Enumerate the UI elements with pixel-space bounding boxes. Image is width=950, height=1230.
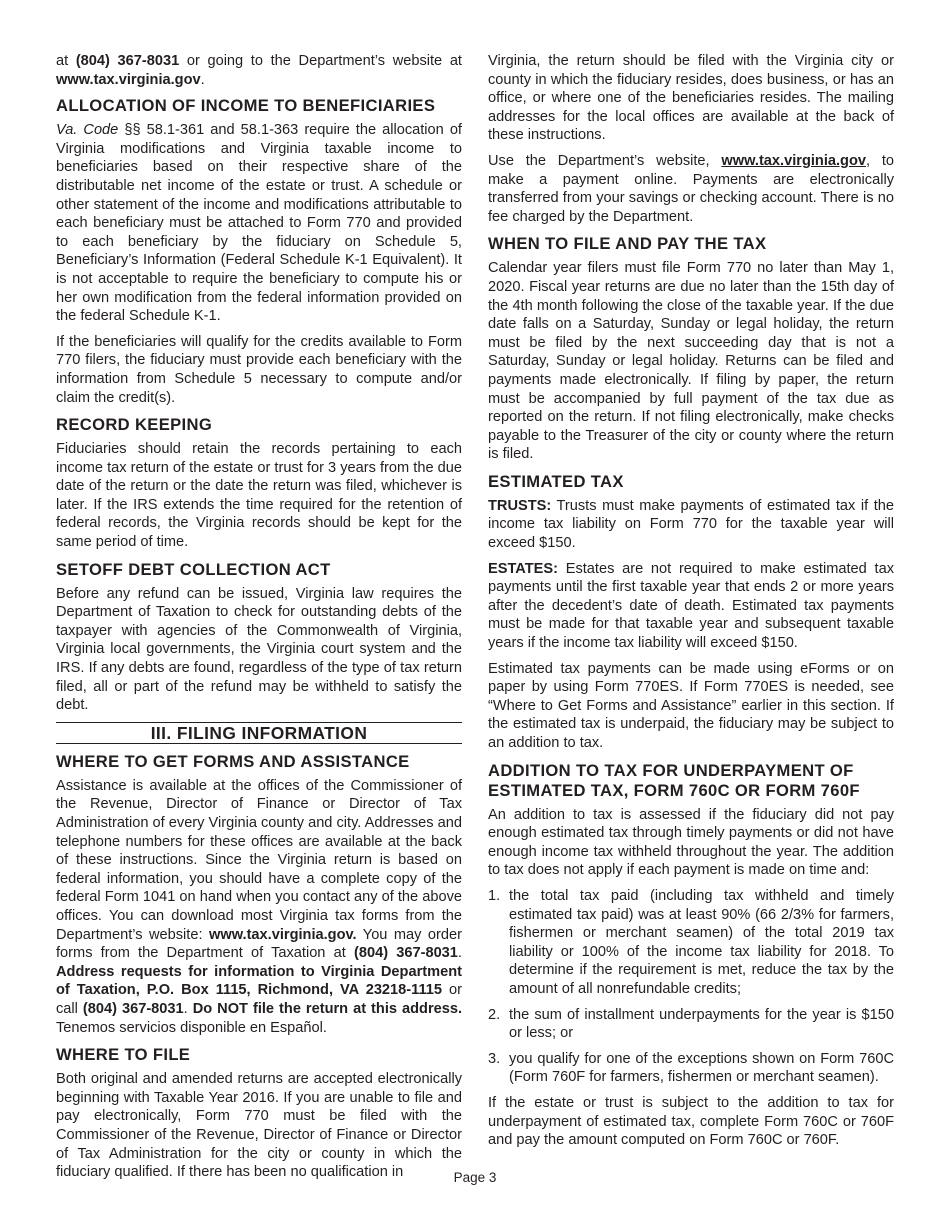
- right-column: [488, 52, 894, 1157]
- addition-to-tax-paragraph: An addition to tax is assessed if the fiduciary did not pay enough estimated tax through timely payments or did not have enough income tax withheld throughout the year. The addition to tax does not apply if each payment is made on time and:: [488, 806, 894, 879]
- mailing-address: Address requests for information to Virginia Department of Taxation, P.O. Box 1115, Richmond, VA 23218-1115: [56, 963, 462, 999]
- where-to-file-paragraph: Both original and amended returns are accepted electronically beginning with Taxable Year 2016. If you are unable to file and pay electronically, Form 770 must be filed with the Commissioner of the Revenue, Director of Finance or Director of Tax Administration for the city or county in which the fiduciary qualified. If there has been no qualification in: [56, 1071, 462, 1181]
- payment-online-paragraph: Use the Department’s website, www.tax.virginia.gov, to make a payment online. Payments are electronically transferred from your savings or checking account. There is no fee charged by the Department.: [488, 152, 894, 225]
- where-to-file-continued: Virginia, the return should be filed with the Virginia city or county in which the fiduciary resides, does business, or has an office, or where one of the beneficiaries resides. The mailing addresses for the local offices are available at the back of these instructions.: [488, 53, 894, 144]
- estates-paragraph: ESTATES: Estates are not required to make estimated tax payments until the first taxable year that ends 2 or more years after the decedent’s date of death. Estimated tax payments must be made for that taxable year and subsequent taxable years if the income tax liability will exceed $150.: [488, 560, 894, 652]
- intro-paragraph: at (804) 367-8031 or going to the Department’s website at www.tax.virginia.gov.: [56, 53, 462, 88]
- forms-heading: WHERE TO GET FORMS AND ASSISTANCE: [56, 751, 410, 771]
- conditions-list: [488, 887, 894, 1087]
- website-link[interactable]: www.tax.virginia.gov: [56, 71, 201, 88]
- when-to-file-heading: WHEN TO FILE AND PAY THE TAX: [488, 234, 767, 254]
- section-title: III. FILING INFORMATION: [56, 722, 462, 744]
- record-keeping-paragraph: Fiduciaries should retain the records pertaining to each income tax return of the estate or trust for 3 years from the due date of the return or the date the return was filed, whichever is later. If the IRS extends the time required for the retention of federal records, the Virginia records should be kept for the same period of time.: [56, 441, 462, 551]
- page-number: Page 3: [453, 1170, 497, 1185]
- estimated-payments-paragraph: Estimated tax payments can be made using eForms or on paper by using Form 770ES. If Form 770ES is needed, see “Where to Get Forms and Assistance” earlier in this section. If the estimated tax is underpaid, the fiduciary may be subject to an addition to tax.: [488, 660, 894, 751]
- where-to-file-heading: WHERE TO FILE: [56, 1045, 191, 1065]
- website-link[interactable]: www.tax.virginia.gov.: [209, 926, 357, 943]
- when-to-file-paragraph: Calendar year filers must file Form 770 no later than May 1, 2020. Fiscal year returns are due no later than the 15th day of the 4th month following the close of the taxable year. If the due date falls on a Saturday, Sunday or legal holiday, the return must be filed by the next succeeding day that is not a Saturday, Sunday or legal holiday. Returns can be filed and payments made electronically. If filing by paper, the return must be accompanied by full payment of the tax due as reported on the return. If not filing electronically, make checks payable to the Treasurer of the city or county where the return is filed.: [488, 260, 894, 463]
- addition-to-tax-heading: ADDITION TO TAX FOR UNDERPAYMENT OF ESTIMATED TAX, FORM 760C OR FORM 760F: [488, 760, 860, 800]
- website-link[interactable]: www.tax.virginia.gov: [721, 152, 866, 169]
- left-column: [56, 52, 462, 1189]
- allocation-paragraph: Va. Code §§ 58.1-361 and 58.1-363 require the allocation of Virginia modifications and Virginia taxable income to beneficiaries based on their respective share of the distributable net income of the estate or trust. A schedule or other statement of the income and modifications attributable to each beneficiary must be attached to Form 770 and provided to each beneficiary by the fiduciary on Schedule 5, Beneficiary’s Information (Federal Schedule K-1 Equivalent). It is not acceptable to require the beneficiary to compute his or her own modification from the federal information provided on the federal Schedule K-1.: [56, 122, 462, 325]
- setoff-paragraph: Before any refund can be issued, Virginia law requires the Department of Taxation to check for outstanding debts of the taxpayer with agencies of the Commonwealth of Virginia, Virginia local governments, the Virginia court system and the IRS. If any debts are found, regardless of the type of tax return filed, all or part of the refund may be withheld to satisfy the debt.: [56, 585, 462, 714]
- allocation-heading: ALLOCATION OF INCOME TO BENEFICIARIES: [56, 96, 436, 116]
- list-item: 1. the total tax paid (including tax withheld and timely estimated tax paid) was at least 90% (66 2/3% for farmers, fishermen or merchant seamen) of the total 2019 tax liability or 100% of the income tax liability for 2018. To determine if the requirement is met, reduce the tax by the amount of all nonrefundable credits;: [488, 887, 894, 997]
- phone-number: (804) 367-8031: [75, 53, 180, 69]
- estimated-tax-heading: ESTIMATED TAX: [488, 471, 624, 491]
- trusts-paragraph: TRUSTS: Trusts must make payments of estimated tax if the income tax liability on Form 770 for the taxable year will exceed $150.: [488, 497, 894, 552]
- list-item: 3. you qualify for one of the exceptions shown on Form 760C (Form 760F for farmers, fishermen or merchant seamen).: [488, 1050, 894, 1086]
- forms-paragraph: Assistance is available at the offices of the Commissioner of the Revenue, Director of Finance or Director of Tax Administration of every Virginia county and city. Addresses and telephone numbers for these offices are available at the back of these instructions. Since the Virginia return is based on federal information, you should have a complete copy of the federal Form 1041 on hand when you contact any of the above offices. You can download most Virginia tax forms from the Department’s website: www.tax.virginia.gov. You may order forms from the Department of Taxation at (804) 367-8031. Address requests for information to Virginia Department of Taxation, P.O. Box 1115, Richmond, VA 23218-1115 or call (804) 367-8031. Do NOT file the return at this address. Tenemos servicios disponible en Español.: [56, 777, 463, 1036]
- complete-form-paragraph: If the estate or trust is subject to the addition to tax for underpayment of estimated tax, complete Form 760C or 760F and pay the amount computed on Form 760C or 760F.: [488, 1094, 894, 1149]
- allocation-credits-paragraph: If the beneficiaries will qualify for the credits available to Form 770 filers, the fiduciary must provide each beneficiary with the information from Schedule 5 necessary to compute and/or claim the credit(s).: [56, 333, 462, 406]
- setoff-heading: SETOFF DEBT COLLECTION ACT: [56, 559, 331, 579]
- list-item: 2. the sum of installment underpayments for the year is $150 or less; or: [488, 1006, 894, 1042]
- record-keeping-heading: RECORD KEEPING: [56, 415, 213, 435]
